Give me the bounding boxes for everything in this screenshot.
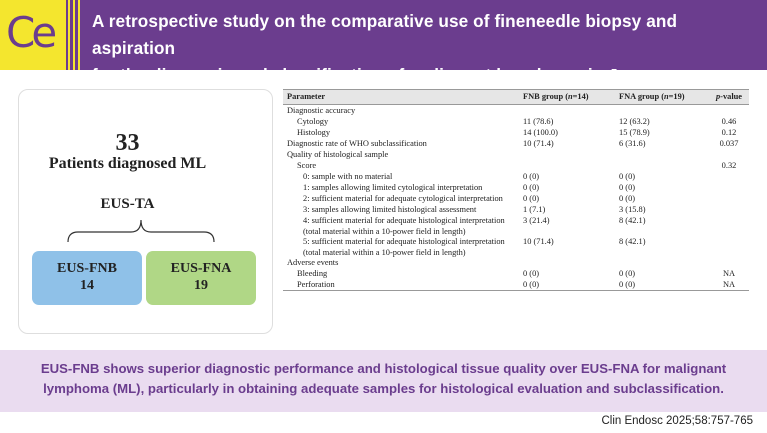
table-row — [283, 215, 749, 236]
row-label: Bleeding — [297, 269, 328, 278]
table-row — [283, 138, 749, 149]
logo-stripes — [68, 0, 82, 70]
row-label: Score — [297, 161, 317, 170]
table-row — [283, 160, 749, 171]
table-row — [283, 193, 749, 204]
logo-text: Ce — [6, 8, 54, 57]
fna-value: 15 (78.9) — [619, 128, 650, 137]
header-banner — [0, 0, 767, 85]
fna-group-count: 19 — [194, 278, 208, 293]
fnb-value: 1 (7.1) — [523, 205, 546, 214]
table-row — [283, 236, 749, 257]
table-row — [283, 182, 749, 193]
row-label: Quality of histological sample — [287, 150, 389, 159]
fna-value: 12 (63.2) — [619, 117, 650, 126]
row-label: Cytology — [297, 117, 329, 126]
table-row — [283, 204, 749, 215]
row-label: 2: sufficient material for adequate cytological interpretation — [303, 194, 503, 203]
results-table — [283, 89, 749, 291]
fna-value: 0 (0) — [619, 183, 636, 192]
fnb-group-name: EUS-FNB — [57, 261, 117, 276]
title-line-1: A retrospective study on the comparative use of fineneedle biopsy and aspiration — [92, 11, 678, 58]
brace-icon — [66, 218, 216, 246]
total-patients-label: Patients diagnosed ML — [48, 155, 207, 172]
fnb-value: 0 (0) — [523, 194, 540, 203]
p-value: NA — [722, 269, 736, 278]
total-patients-count: 33 — [115, 130, 140, 156]
p-value: 0.037 — [719, 139, 739, 148]
row-label: 5: sufficient material for adequate histological interpretation (total material within a 10-power field in length) — [303, 237, 505, 257]
fna-value: 0 (0) — [619, 280, 636, 289]
fnb-value: 10 (71.4) — [523, 139, 554, 148]
p-value: 0.46 — [721, 117, 737, 126]
table-row — [283, 105, 749, 116]
table-row — [283, 171, 749, 182]
fnb-value: 11 (78.6) — [523, 117, 554, 126]
table-row — [283, 149, 749, 160]
conclusion-text — [30, 359, 737, 399]
row-label: 0: sample with no material — [303, 172, 393, 181]
row-label: 4: sufficient material for adequate histological interpretation (total material within a 10-power field in length) — [303, 216, 505, 236]
conclusion-banner — [0, 350, 767, 412]
row-label: 1: samples allowing limited cytological interpretation — [303, 183, 483, 192]
table-row — [283, 127, 749, 138]
journal-logo — [0, 0, 66, 70]
header-p-value: p-value — [715, 92, 743, 101]
fna-group-box — [146, 251, 256, 305]
row-label: Diagnostic accuracy — [287, 106, 356, 115]
fnb-value: 0 (0) — [523, 172, 540, 181]
table-row — [283, 279, 749, 290]
header-parameter: Parameter — [287, 92, 326, 101]
fnb-value: 0 (0) — [523, 269, 540, 278]
fnb-group-count: 14 — [80, 278, 94, 293]
citation: Clin Endosc 2025;58:757-765 — [601, 415, 753, 427]
fnb-value: 14 (100.0) — [523, 128, 558, 137]
header-fnb: FNB group (n=14) — [523, 92, 589, 101]
fnb-value: 3 (21.4) — [523, 216, 550, 225]
fnb-value: 10 (71.4) — [523, 237, 554, 246]
fna-value: 0 (0) — [619, 172, 636, 181]
page-title — [92, 8, 760, 89]
table-body — [283, 105, 749, 290]
table-row — [283, 257, 749, 268]
fna-value: 6 (31.6) — [619, 139, 646, 148]
row-label: Histology — [297, 128, 331, 137]
fna-group-name: EUS-FNA — [170, 261, 232, 276]
method-label: EUS-TA — [100, 196, 155, 212]
title-line-2: for the diagnosis and classification of malignant lymphoma in Japan — [92, 65, 659, 85]
row-label: Diagnostic rate of WHO subclassification — [287, 139, 427, 148]
table-bottom-rule — [283, 290, 749, 291]
fnb-value: 0 (0) — [523, 280, 540, 289]
table-header — [283, 89, 749, 105]
header-fna: FNA group (n=19) — [619, 92, 685, 101]
p-value: 0.32 — [721, 161, 737, 170]
table-row — [283, 116, 749, 127]
fna-value: 0 (0) — [619, 194, 636, 203]
p-value: 0.12 — [721, 128, 737, 137]
fnb-group-box — [32, 251, 142, 305]
table-row — [283, 268, 749, 279]
p-value: NA — [722, 280, 736, 289]
row-label: 3: samples allowing limited histological assessment — [303, 205, 477, 214]
fna-value: 8 (42.1) — [619, 237, 646, 246]
fnb-value: 0 (0) — [523, 183, 540, 192]
row-label: Perforation — [297, 280, 335, 289]
fna-value: 3 (15.8) — [619, 205, 646, 214]
fna-value: 8 (42.1) — [619, 216, 646, 225]
conclusion-line-2: lymphoma (ML), particularly in obtaining adequate samples for histological evaluation and subclassification. — [43, 381, 724, 396]
row-label: Adverse events — [287, 258, 339, 267]
fna-value: 0 (0) — [619, 269, 636, 278]
conclusion-line-1: EUS-FNB shows superior diagnostic performance and histological tissue quality over EUS-FNA for malignant — [40, 361, 727, 376]
